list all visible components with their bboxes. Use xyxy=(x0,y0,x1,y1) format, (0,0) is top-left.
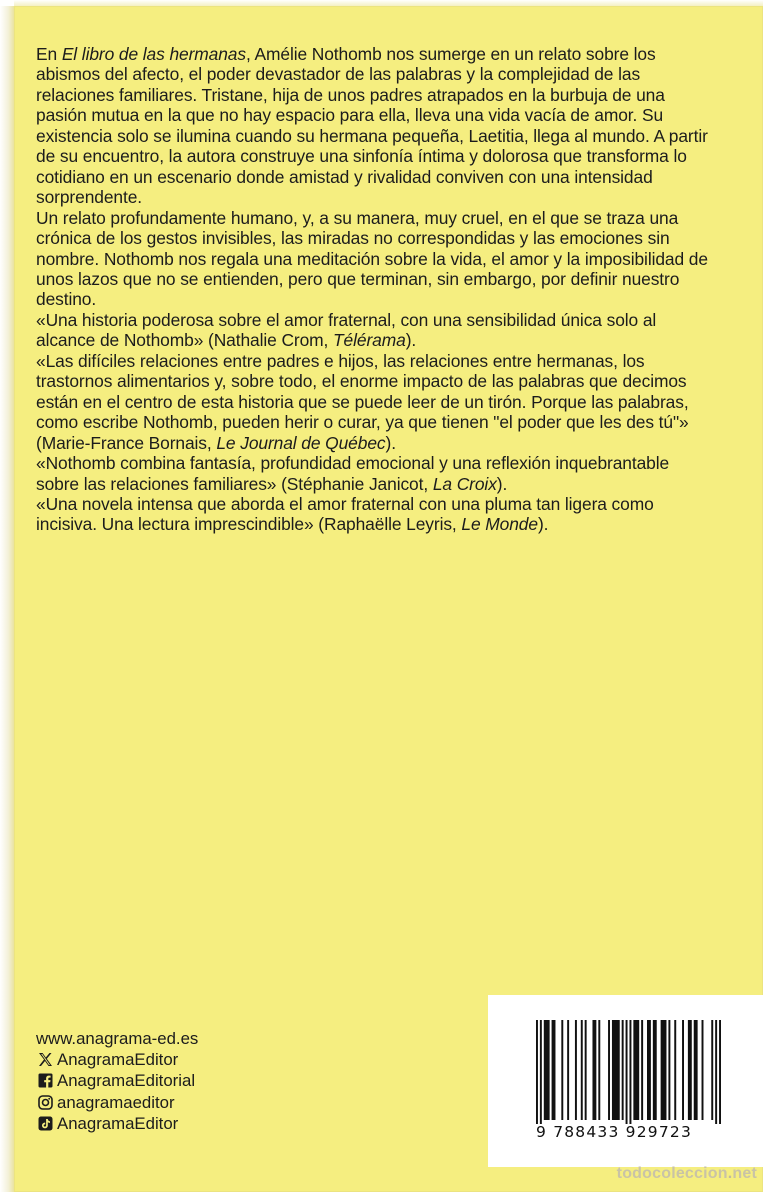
synopsis-lead-in: En xyxy=(36,44,62,64)
barcode-bar xyxy=(641,1020,643,1120)
barcode-bar xyxy=(711,1020,713,1120)
publisher-tiktok-handle: AnagramaEditor xyxy=(57,1113,179,1133)
publisher-instagram-row xyxy=(36,1092,198,1113)
isbn-number: 9 788433 929723 xyxy=(536,1123,693,1141)
book-spine-edge xyxy=(0,6,14,1192)
barcode-bar xyxy=(608,1020,610,1120)
back-cover-blurb xyxy=(36,44,716,535)
publisher-website: www.anagrama-ed.es xyxy=(36,1029,199,1048)
site-watermark xyxy=(617,1165,757,1183)
quote-text: «Las difíciles relaciones entre padres e hijos, las relaciones entre hermanas, los trastornos alimentarios y, sobre todo, el enorme impacto de las palabras que decimos están en el centro de esta historia que se puede leer de un tirón. Porque las palabras, como escribe Nothomb, pueden herir o curar, ya que tienen "el poder que les des tú"» (Marie-France Bornais, xyxy=(36,350,689,453)
watermark-text: todocoleccion xyxy=(616,1165,728,1182)
synopsis-body: , Amélie Nothomb nos sumerge en un relato sobre los abismos del afecto, el poder devastador de las palabras y la complejidad de las relaciones familiares. Tristane, hija de unos padres atrapados en la burbuja de una pasión mutua en la que no hay espacio para ella, lleva una vida vacía de amor. Su existencia solo se ilumina cuando su hermana pequeña, Laetitia, llega al mundo. A partir de su encuentro, la autora construye una sinfonía íntima y dolorosa que transforma lo cotidiano en un escenario donde amistad y rivalidad conviven con una intensidad sorprendente. xyxy=(36,44,708,208)
barcode-bar xyxy=(688,1020,692,1120)
barcode-bar xyxy=(668,1020,670,1120)
publisher-facebook-row xyxy=(36,1070,198,1091)
quote-source: La Croix xyxy=(432,473,497,494)
barcode-bar xyxy=(647,1020,651,1120)
barcode-bar xyxy=(585,1020,587,1120)
publisher-tiktok-row xyxy=(36,1113,198,1134)
review-quote-le-monde xyxy=(36,494,716,535)
publisher-x-row xyxy=(36,1049,198,1070)
barcode-bar xyxy=(544,1020,550,1120)
watermark-suffix: net xyxy=(732,1165,757,1182)
watermark-dot: . xyxy=(727,1165,733,1182)
review-quote-telerama xyxy=(36,310,716,351)
quote-close: ). xyxy=(537,514,549,535)
barcode-bar xyxy=(575,1020,577,1120)
barcode-bar xyxy=(719,1020,721,1124)
tiktok-icon xyxy=(36,1114,54,1132)
quote-close: ). xyxy=(496,473,508,494)
publisher-x-handle: AnagramaEditor xyxy=(57,1050,179,1070)
barcode-bar xyxy=(536,1020,538,1124)
barcode-bar xyxy=(674,1020,676,1120)
barcode-bar xyxy=(612,1020,620,1120)
publisher-facebook-handle: AnagramaEditorial xyxy=(57,1071,196,1091)
barcode-bar xyxy=(715,1020,717,1124)
barcode-bar xyxy=(561,1020,563,1120)
quote-text: «Una novela intensa que aborda el amor fraternal con una pluma tan ligera como incisiva. Una lectura imprescindible» (Raphaëlle Leyris, xyxy=(36,493,654,535)
barcode-bar xyxy=(702,1020,704,1120)
barcode-bar xyxy=(633,1020,639,1120)
barcode-bar xyxy=(661,1020,667,1120)
synopsis-paragraph xyxy=(36,44,716,208)
quote-close: ). xyxy=(385,432,396,453)
review-quote-la-croix xyxy=(36,453,716,494)
barcode-bar xyxy=(626,1020,628,1124)
barcode-bar xyxy=(552,1020,556,1120)
review-quote-journal-de-quebec xyxy=(36,351,716,453)
barcode-bar xyxy=(629,1020,631,1124)
barcode-bar xyxy=(567,1020,569,1120)
isbn-barcode xyxy=(536,1020,721,1124)
book-title-italic: El libro de las hermanas xyxy=(61,44,246,64)
commentary-paragraph: Un relato profundamente humano, y, a su manera, muy cruel, en el que se traza una crónica de los gestos invisibles, las miradas no correspondidas y las emociones sin nombre. Nothomb nos regala una meditación sobre la vida, el amor y la imposibilidad de unos lazos que no se entienden, pero que terminan, sin embargo, por definir nuestro destino. xyxy=(36,207,708,310)
publisher-website-row xyxy=(36,1028,198,1049)
barcode-bar xyxy=(622,1020,624,1120)
quote-source: Télérama xyxy=(333,330,406,351)
publisher-info xyxy=(36,1028,198,1134)
barcode-bar xyxy=(682,1020,684,1120)
quote-source: Le Journal de Québec xyxy=(216,432,386,453)
quote-close: ). xyxy=(405,330,417,351)
quote-text: «Una historia poderosa sobre el amor fraternal, con una sensibilidad única solo al alcance de Nothomb» (Nathalie Crom, xyxy=(36,309,657,351)
x-logo-icon xyxy=(36,1051,54,1069)
quote-text: «Nothomb combina fantasía, profundidad emocional y una reflexión inquebrantable sobre las relaciones familiares» (Stéphanie Janicot, xyxy=(36,453,670,494)
quote-source: Le Monde xyxy=(461,514,538,535)
barcode-bar xyxy=(540,1020,542,1124)
barcode-bar xyxy=(694,1020,698,1120)
barcode-bar xyxy=(653,1020,657,1120)
barcode-bar xyxy=(592,1020,596,1120)
isbn-barcode-panel xyxy=(488,995,763,1167)
facebook-icon xyxy=(36,1072,54,1090)
barcode-bar xyxy=(598,1020,600,1120)
publisher-instagram-handle: anagramaeditor xyxy=(57,1092,175,1112)
instagram-icon xyxy=(36,1093,54,1111)
barcode-bar xyxy=(581,1020,583,1120)
